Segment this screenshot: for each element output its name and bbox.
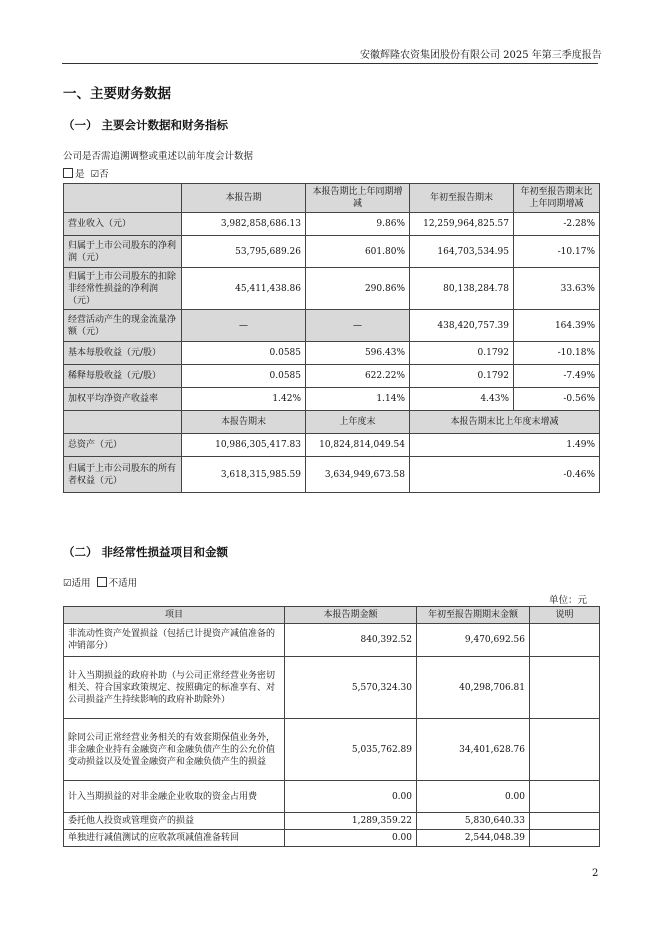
cell-value: 0.00 [417,781,530,813]
cell-note [530,813,600,830]
cell-value: 45,411,438.86 [182,268,306,310]
row-label: 单独进行减值测试的应收款项减值准备转回 [64,830,285,847]
cell-note [530,781,600,813]
cell-value: 1.49% [410,434,600,457]
cell-value: 601.80% [306,236,410,268]
table-row [64,310,600,342]
cell-value: 596.43% [306,342,410,365]
cell-value: 9.86% [306,213,410,236]
cell-value: 164,703,534.95 [410,236,514,268]
section-title: 一、主要财务数据 [63,86,171,102]
table-row [64,434,600,457]
table-row [64,388,600,411]
cell-value: 9,470,692.56 [417,624,530,657]
key-financial-table [63,183,600,493]
cell-value: — [182,310,306,342]
table-row [64,657,600,719]
table-row [64,830,600,847]
checkbox-no-checked[interactable]: ☑ [90,169,100,180]
cell-value: 164.39% [514,310,600,342]
header-cell: 本报告期 [182,184,306,213]
cell-value: 290.86% [306,268,410,310]
cell-value: 0.00 [285,781,417,813]
cell-value: 10,986,305,417.83 [182,434,306,457]
cell-value: 0.0585 [182,365,306,388]
cell-value: 0.1792 [410,365,514,388]
restatement-options [63,166,109,180]
cell-value: 622.22% [306,365,410,388]
cell-value: 1.42% [182,388,306,411]
cell-value: 840,392.52 [285,624,417,657]
option-no-label: 否 [99,169,109,180]
row-label: 除同公司正常经营业务相关的有效套期保值业务外，非金融企业持有金融资产和金融负债产生的公允价值变动损益以及处置金融资产和金融负债产生的损益 [64,719,285,781]
option-na-label: 不适用 [108,578,138,589]
cell-value: — [306,310,410,342]
header-cell: 年初至报告期期末金额 [417,607,530,624]
header-cell: 本报告期末 [182,411,306,434]
header-cell: 本报告期比上年同期增减 [306,184,410,213]
cell-value: 0.00 [285,830,417,847]
subsection-title-2: （二） 非经常性损益项目和金额 [63,545,229,559]
page-header: 安徽辉隆农资集团股份有限公司 2025 年第三季度报告 [360,50,602,61]
restatement-question: 公司是否需追溯调整或重述以前年度会计数据 [63,151,254,162]
cell-value: 33.63% [514,268,600,310]
table-row [64,213,600,236]
option-apply-label: 适用 [71,578,91,589]
header-cell: 上年度末 [306,411,410,434]
row-label: 归属于上市公司股东的净利润（元） [64,236,182,268]
table-header-row [64,184,600,213]
table-row [64,365,600,388]
table-row [64,719,600,781]
row-label: 经营活动产生的现金流量净额（元） [64,310,182,342]
cell-value: 3,634,949,673.58 [306,457,410,493]
cell-value: -2.28% [514,213,600,236]
subsection-title-1: （一） 主要会计数据和财务指标 [63,118,229,132]
unit-label: 单位：元 [549,595,588,606]
cell-value: -0.56% [514,388,600,411]
cell-value: 5,035,762.89 [285,719,417,781]
header-blank [64,411,182,434]
checkbox-apply-checked[interactable]: ☑ [63,578,72,589]
option-yes-label: 是 [75,169,85,180]
header-blank [64,184,182,213]
header-cell: 年初至报告期末比上年同期增减 [514,184,600,213]
table-header-row [64,607,600,624]
row-label: 归属于上市公司股东的所有者权益（元） [64,457,182,493]
checkbox-yes[interactable] [63,168,73,178]
cell-value: 0.0585 [182,342,306,365]
row-label: 营业收入（元） [64,213,182,236]
header-cell: 说明 [530,607,600,624]
table-row [64,624,600,657]
row-label: 非流动性资产处置损益（包括已计提资产减值准备的冲销部分） [64,624,285,657]
header-cell: 本报告期金额 [285,607,417,624]
cell-value: 5,830,640.33 [417,813,530,830]
table-row [64,813,600,830]
cell-value: 5,570,324.30 [285,657,417,719]
non-recurring-table [63,606,600,847]
table-row [64,236,600,268]
row-label: 总资产（元） [64,434,182,457]
table-row [64,457,600,493]
table-row [64,342,600,365]
cell-value: 4.43% [410,388,514,411]
table-header-row-2 [64,411,600,434]
cell-value: 80,138,284.78 [410,268,514,310]
header-cell: 本报告期末比上年度末增减 [410,411,600,434]
row-label: 委托他人投资或管理资产的损益 [64,813,285,830]
cell-note [530,657,600,719]
page-number: 2 [592,868,599,879]
cell-note [530,719,600,781]
applicable-options [63,575,137,589]
row-label: 稀释每股收益（元/股） [64,365,182,388]
cell-value: 10,824,814,049.54 [306,434,410,457]
row-label: 计入当期损益的对非金融企业收取的资金占用费 [64,781,285,813]
table-row [64,781,600,813]
cell-value: 2,544,048.39 [417,830,530,847]
checkbox-na[interactable] [97,577,107,587]
cell-value: 12,259,964,825.57 [410,213,514,236]
header-divider [62,63,598,64]
cell-value: -0.46% [410,457,600,493]
cell-value: 3,982,858,686.13 [182,213,306,236]
cell-value: 53,795,689.26 [182,236,306,268]
cell-value: -10.17% [514,236,600,268]
cell-note [530,624,600,657]
cell-value: -7.49% [514,365,600,388]
table-row [64,268,600,310]
row-label: 加权平均净资产收益率 [64,388,182,411]
cell-value: 1.14% [306,388,410,411]
cell-value: 3,618,315,985.59 [182,457,306,493]
cell-value: 0.1792 [410,342,514,365]
row-label: 基本每股收益（元/股） [64,342,182,365]
cell-value: -10.18% [514,342,600,365]
row-label: 计入当期损益的政府补助（与公司正常经营业务密切相关、符合国家政策规定、按照确定的标准享有、对公司损益产生持续影响的政府补助除外） [64,657,285,719]
header-cell: 年初至报告期末 [410,184,514,213]
header-cell: 项目 [64,607,285,624]
cell-value: 34,401,628.76 [417,719,530,781]
row-label: 归属于上市公司股东的扣除非经常性损益的净利润（元） [64,268,182,310]
cell-value: 1,289,359.22 [285,813,417,830]
cell-note [530,830,600,847]
cell-value: 438,420,757.39 [410,310,514,342]
cell-value: 40,298,706.81 [417,657,530,719]
